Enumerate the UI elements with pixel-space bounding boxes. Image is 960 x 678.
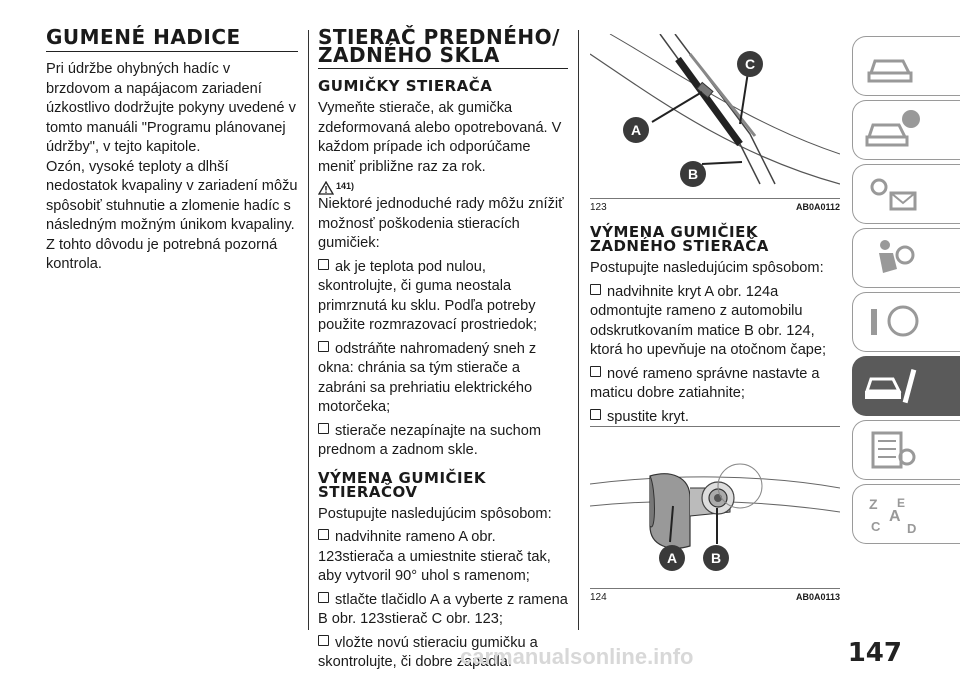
heading-wiper: STIERAČ PREDNÉHO/ ZADNÉHO SKLA — [318, 28, 568, 69]
car-info-icon — [863, 107, 923, 153]
specs-list-icon — [863, 427, 923, 473]
checkbox-bullet-icon — [590, 366, 601, 377]
paragraph: Postupujte nasledujúcim spôsobom: — [590, 260, 824, 276]
list-item-text: spustite kryt. — [607, 408, 689, 425]
label-a: A — [666, 550, 678, 566]
tab-car-info[interactable] — [852, 100, 960, 160]
checkbox-bullet-icon — [318, 259, 329, 270]
list-item-text: odstráňte nahromadený sneh z okna: chránia sa tým stierače a zabráni sa prehriatiu elektrického motorčeka; — [318, 340, 537, 415]
figure-caption — [590, 198, 840, 213]
steering-key-icon — [863, 299, 923, 345]
svg-text:Z: Z — [869, 496, 878, 512]
subheading-wiper-blades: GUMIČKY STIERAČA — [318, 77, 493, 95]
figure-code: AB0A0112 — [795, 202, 840, 212]
figure-123 — [590, 34, 840, 212]
list-item — [590, 283, 840, 361]
svg-text:E: E — [897, 496, 906, 510]
list-item-text: stlačte tlačidlo A a vyberte z ramena B obr. 123stierač C obr. 123; — [318, 591, 568, 627]
tab-car-dashboard[interactable] — [852, 36, 960, 96]
svg-text:C: C — [871, 519, 881, 534]
list-item — [590, 408, 840, 428]
watermark: carmanualsonline.info — [460, 644, 694, 669]
airbag-seat-icon — [863, 235, 923, 281]
list-item — [318, 422, 568, 461]
paragraph: Pri údržbe ohybných hadíc v brzdovom a napájacom zariadení úzkostlivo dodržujte pokyny uvedené v tomto manuáli "Programu plánovanej údržby", v tejto kapitole. — [46, 61, 296, 155]
section-rear-wiper — [590, 225, 840, 427]
rear-wiper-illustration — [590, 426, 840, 586]
list-item — [318, 528, 568, 587]
tab-steering-key[interactable] — [852, 292, 960, 352]
figure-code: AB0A0113 — [795, 592, 840, 602]
figure-number: 123 — [590, 202, 607, 213]
figure-caption — [590, 588, 840, 603]
list-item — [590, 365, 840, 404]
warning-lights-icon — [863, 171, 923, 217]
tab-specs-list[interactable] — [852, 420, 960, 480]
index-letters-icon — [863, 491, 923, 537]
checkbox-bullet-icon — [590, 409, 601, 420]
label-b: B — [687, 166, 699, 182]
section-rubber-hoses — [46, 25, 298, 275]
label-a: A — [630, 122, 642, 138]
car-wrench-icon — [863, 363, 923, 409]
wiper-arm-illustration — [590, 34, 840, 196]
paragraph: Postupujte nasledujúcim spôsobom: — [318, 505, 552, 522]
figure-number: 124 — [590, 592, 607, 603]
list-item-text: stierače nezapínajte na suchom prednom a zadnom skle. — [318, 422, 542, 458]
section-wiper — [318, 25, 568, 673]
warning-note — [318, 181, 568, 195]
paragraph: Vymeňte stierače, ak gumička zdeformovaná alebo opotrebovaná. V každom prípade ich odporúčame meniť približne raz za rok. — [318, 100, 562, 175]
list-item-text: vložte novú stieraciu gumičku a skontrolujte, či dobre zapadla. — [318, 634, 538, 670]
svg-text:A: A — [889, 508, 901, 525]
label-b: B — [710, 550, 722, 566]
tab-warning-lights[interactable] — [852, 164, 960, 224]
tab-car-wrench[interactable] — [852, 356, 960, 416]
label-c: C — [744, 56, 756, 72]
warning-triangle-icon — [318, 181, 334, 195]
subheading-replace-blades: VÝMENA GUMIČIEK STIERAČOV — [318, 468, 486, 501]
paragraph: Niektoré jednoduché rady môžu znížiť možnosť poškodenia stieracích gumičiek: — [318, 196, 564, 251]
checkbox-bullet-icon — [318, 529, 329, 540]
tab-index-letters[interactable] — [852, 484, 960, 544]
paragraph: Ozón, vysoké teploty a dlhší nedostatok kvapaliny v zariadení môžu spôsobiť stuhnutie a zlomenie hadíc s následným možným únikom kvapaliny. Z tohto dôvodu je potrebná pozorná kontrola. — [46, 158, 298, 272]
checkbox-bullet-icon — [318, 423, 329, 434]
list-item-text: ak je teplota pod nulou, skontrolujte, či guma neostala primrznutá ku sklu. Podľa potreby použite rozmrazovací prostriedok; — [318, 258, 537, 333]
checkbox-bullet-icon — [590, 284, 601, 295]
tab-airbag-seat[interactable] — [852, 228, 960, 288]
svg-text:D: D — [907, 521, 917, 536]
list-item — [318, 340, 568, 418]
list-item-text: nové rameno správne nastavte a maticu dobre zatiahnite; — [590, 365, 820, 401]
checkbox-bullet-icon — [318, 592, 329, 603]
checkbox-bullet-icon — [318, 341, 329, 352]
list-item — [318, 591, 568, 630]
page-number: 147 — [847, 638, 902, 668]
subheading-rear-wiper: VÝMENA GUMIČIEK ZADNÉHO STIERAČA — [590, 223, 769, 255]
column-divider — [308, 30, 309, 630]
heading-rubber-hoses: GUMENÉ HADICE — [46, 28, 298, 52]
warning-reference: 141) — [336, 181, 355, 191]
checkbox-bullet-icon — [318, 635, 329, 646]
figure-124 — [590, 426, 840, 604]
column-divider — [578, 30, 579, 630]
car-dashboard-icon — [863, 43, 923, 89]
list-item-text: nadvihnite kryt A obr. 124a odmontujte rameno z automobilu odskrutkovaním matice B obr. 124, ktorá ho upevňuje na otočnom čape; — [590, 283, 827, 358]
list-item-text: nadvihnite rameno A obr. 123stierača a umiestnite stierač tak, aby vytvoril 90° uhol s ramenom; — [318, 529, 551, 584]
list-item — [318, 258, 568, 336]
